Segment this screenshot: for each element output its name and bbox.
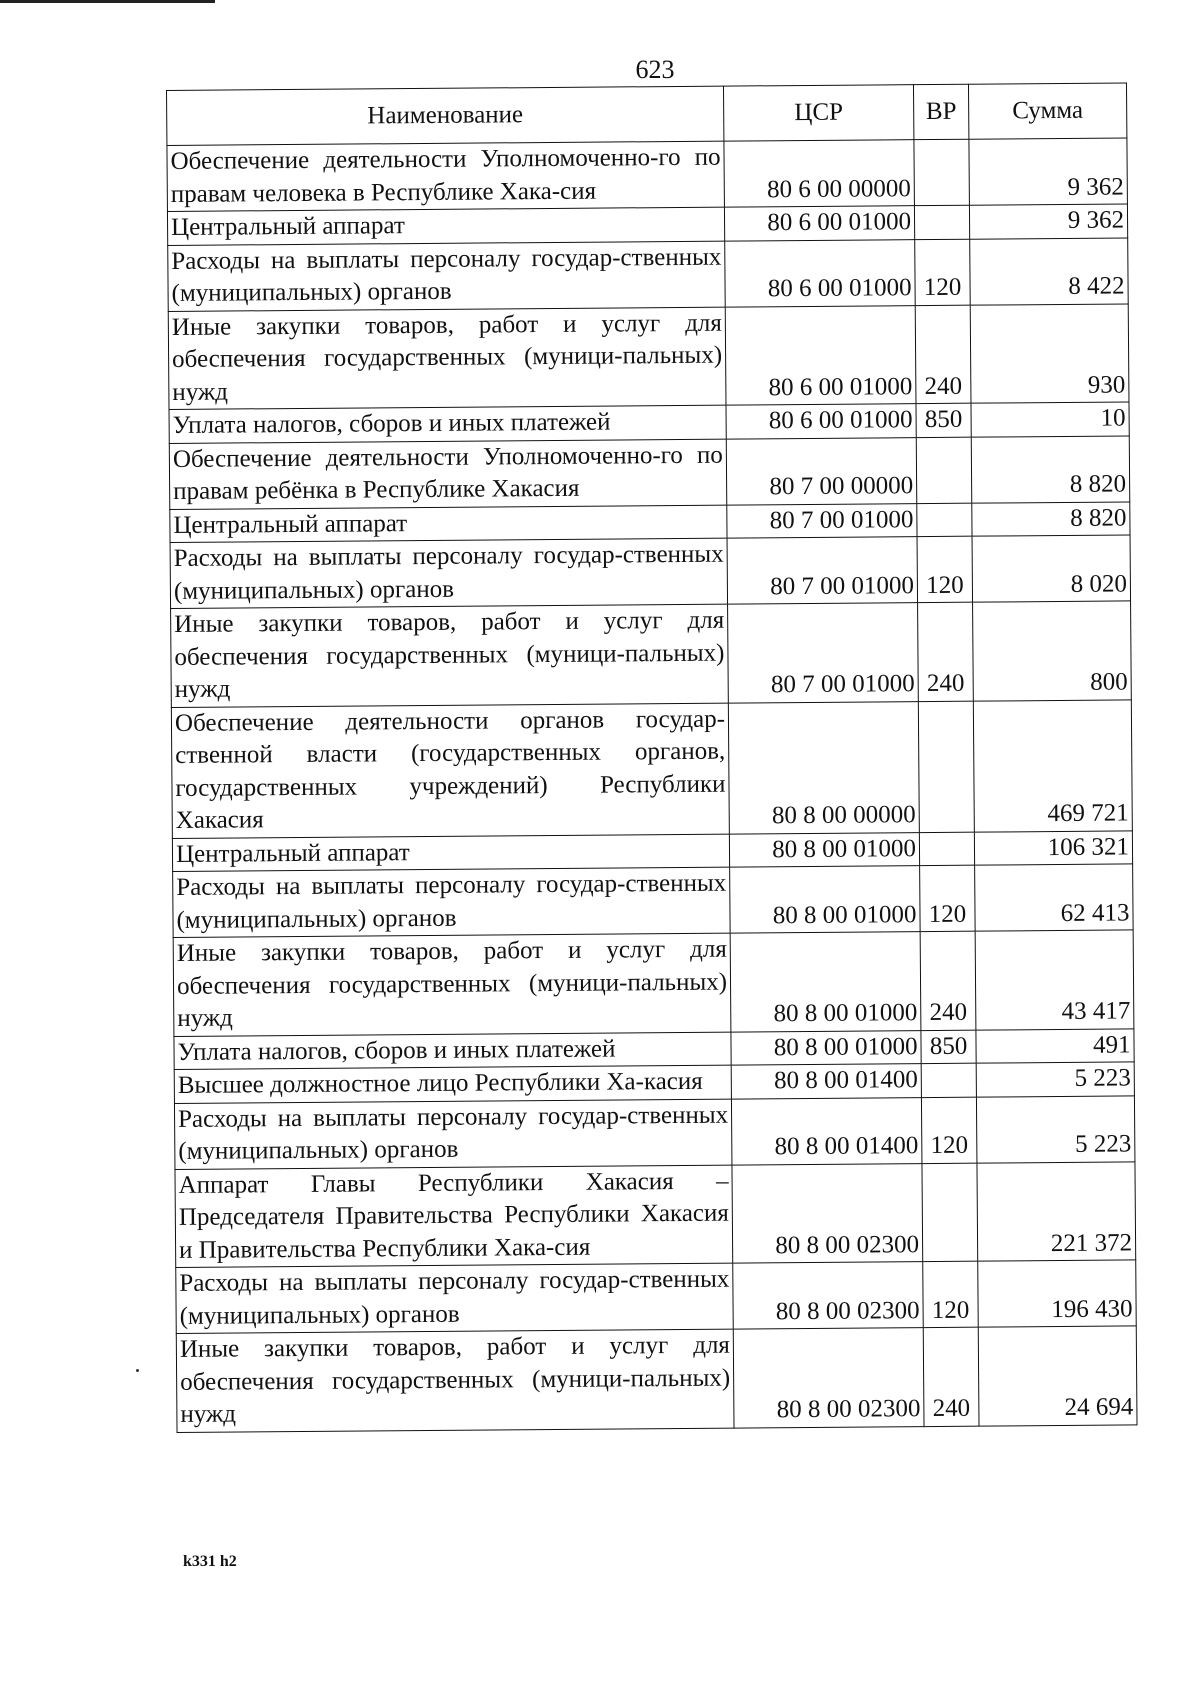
row-csr: 80 8 00 01000 (731, 1030, 921, 1065)
row-vr: 240 (915, 305, 971, 404)
table-row (171, 601, 1132, 707)
row-csr: 80 6 00 01000 (725, 305, 916, 405)
row-name: Расходы на выплаты персоналу государ-ственных (муниципальных) органов (168, 241, 726, 311)
row-csr: 80 8 00 02300 (732, 1163, 923, 1263)
row-sum: 469 721 (973, 699, 1132, 831)
row-csr: 80 6 00 01000 (724, 206, 914, 241)
row-name: Расходы на выплаты персоналу государ-ственных (муниципальных) органов (176, 1263, 734, 1333)
row-sum: 8 422 (970, 237, 1129, 304)
row-vr: 120 (917, 536, 973, 602)
row-sum: 9 362 (969, 204, 1127, 239)
row-vr (921, 1063, 976, 1097)
row-vr: 240 (918, 602, 974, 701)
row-name: Аппарат Главы Республики Хакасия – Председателя Правительства Республики Хакасия и Правительства Республики Хака-сия (175, 1165, 733, 1268)
header-sum: Сумма (968, 83, 1126, 139)
row-csr: 80 8 00 01000 (730, 866, 921, 933)
row-csr: 80 6 00 00000 (724, 140, 915, 207)
row-sum: 800 (973, 601, 1132, 701)
row-name: Обеспечение деятельности Уполномоченно-го по правам человека в Республике Хака-сия (167, 141, 725, 211)
row-sum: 24 694 (978, 1326, 1137, 1426)
row-name: Расходы на выплаты персоналу государ-ственных (муниципальных) органов (170, 538, 728, 608)
row-sum: 62 413 (975, 864, 1134, 931)
row-vr: 120 (920, 865, 976, 931)
footer-code: k331 h2 (183, 1553, 237, 1570)
budget-table (166, 82, 1138, 1432)
row-vr: 850 (916, 403, 971, 437)
row-vr: 120 (923, 1261, 979, 1327)
row-vr: 240 (923, 1327, 979, 1426)
header-name: Наименование (167, 86, 724, 145)
row-sum: 8 820 (972, 501, 1130, 536)
row-csr: 80 8 00 01000 (730, 932, 921, 1032)
row-sum: 9 362 (969, 138, 1128, 205)
scan-speck (136, 1369, 139, 1372)
row-name: Иные закупки товаров, работ и услуг для обеспечения государственных (муници-пальных) нужд (173, 933, 731, 1036)
row-sum: 5 223 (976, 1062, 1134, 1097)
row-vr: 120 (921, 1097, 977, 1163)
row-csr: 80 8 00 01000 (729, 832, 919, 867)
row-name: Уплата налогов, сборов и иных платежей (169, 405, 726, 443)
row-name: Центральный аппарат (172, 834, 729, 872)
table-row (176, 1326, 1137, 1432)
row-csr: 80 7 00 01000 (728, 603, 919, 703)
row-csr: 80 8 00 02300 (733, 1262, 924, 1329)
row-vr (919, 832, 974, 866)
row-csr: 80 7 00 01000 (727, 537, 918, 604)
row-csr: 80 8 00 02300 (733, 1328, 924, 1428)
table-row (170, 535, 1130, 609)
row-sum: 8 020 (972, 535, 1131, 602)
page-number: 623 (635, 55, 675, 84)
row-vr (916, 437, 972, 503)
row-vr (914, 139, 970, 205)
table-body (167, 138, 1137, 1432)
row-name: Иные закупки товаров, работ и услуг для обеспечения государственных (муници-пальных) нужд (176, 1329, 734, 1432)
row-vr (918, 701, 974, 832)
table-row (173, 930, 1134, 1036)
row-vr: 120 (915, 239, 971, 305)
row-csr: 80 7 00 00000 (726, 437, 917, 504)
row-csr: 80 6 00 01000 (726, 404, 916, 439)
row-vr (917, 503, 972, 537)
row-vr (922, 1163, 978, 1262)
row-name: Центральный аппарат (170, 505, 727, 543)
row-csr: 80 8 00 01400 (731, 1097, 922, 1164)
row-sum: 106 321 (974, 830, 1132, 865)
row-csr: 80 6 00 01000 (725, 239, 916, 306)
table-header (167, 83, 1127, 146)
row-name: Расходы на выплаты персоналу государ-ственных (муниципальных) органов (173, 867, 731, 937)
header-vr: ВР (913, 84, 968, 139)
row-sum: 10 (971, 402, 1129, 437)
table-row (175, 1161, 1136, 1267)
table-row (168, 237, 1128, 311)
row-sum: 8 820 (971, 435, 1130, 502)
row-sum: 196 430 (978, 1260, 1137, 1327)
header-row (167, 83, 1127, 146)
table-row (174, 1095, 1134, 1169)
row-sum: 930 (970, 303, 1129, 403)
scan-edge-mark (0, 0, 215, 3)
header-csr: ЦСР (723, 85, 913, 141)
table-row (167, 138, 1127, 212)
table-row (173, 864, 1133, 938)
row-csr: 80 8 00 01400 (731, 1064, 921, 1099)
table-row (176, 1260, 1136, 1334)
row-name: Обеспечение деятельности органов государ-ственной власти (государственных органов, государственных учреждений) Республики Хакасия (171, 703, 729, 838)
table-row (171, 699, 1132, 838)
row-vr (914, 205, 969, 239)
row-name: Иные закупки товаров, работ и услуг для обеспечения государственных (муници-пальных) нужд (171, 604, 729, 707)
row-sum: 491 (976, 1028, 1134, 1063)
row-name: Иные закупки товаров, работ и услуг для обеспечения государственных (муници-пальных) нужд (168, 307, 726, 410)
table-row (168, 303, 1129, 409)
row-sum: 221 372 (977, 1161, 1136, 1261)
row-sum: 5 223 (976, 1095, 1135, 1162)
row-sum: 43 417 (975, 930, 1134, 1030)
row-csr: 80 8 00 00000 (728, 701, 919, 833)
row-name: Расходы на выплаты персоналу государ-ственных (муниципальных) органов (174, 1099, 732, 1169)
row-name: Обеспечение деятельности Уполномоченно-го по правам ребёнка в Республике Хакасия (169, 439, 727, 509)
row-vr: 850 (921, 1030, 976, 1064)
row-name: Уплата налогов, сборов и иных платежей (174, 1032, 731, 1070)
row-name: Высшее должностное лицо Республики Ха-касия (174, 1065, 731, 1103)
row-csr: 80 7 00 01000 (727, 503, 917, 538)
row-name: Центральный аппарат (167, 207, 724, 245)
table-row (169, 435, 1129, 509)
row-vr: 240 (920, 931, 976, 1030)
